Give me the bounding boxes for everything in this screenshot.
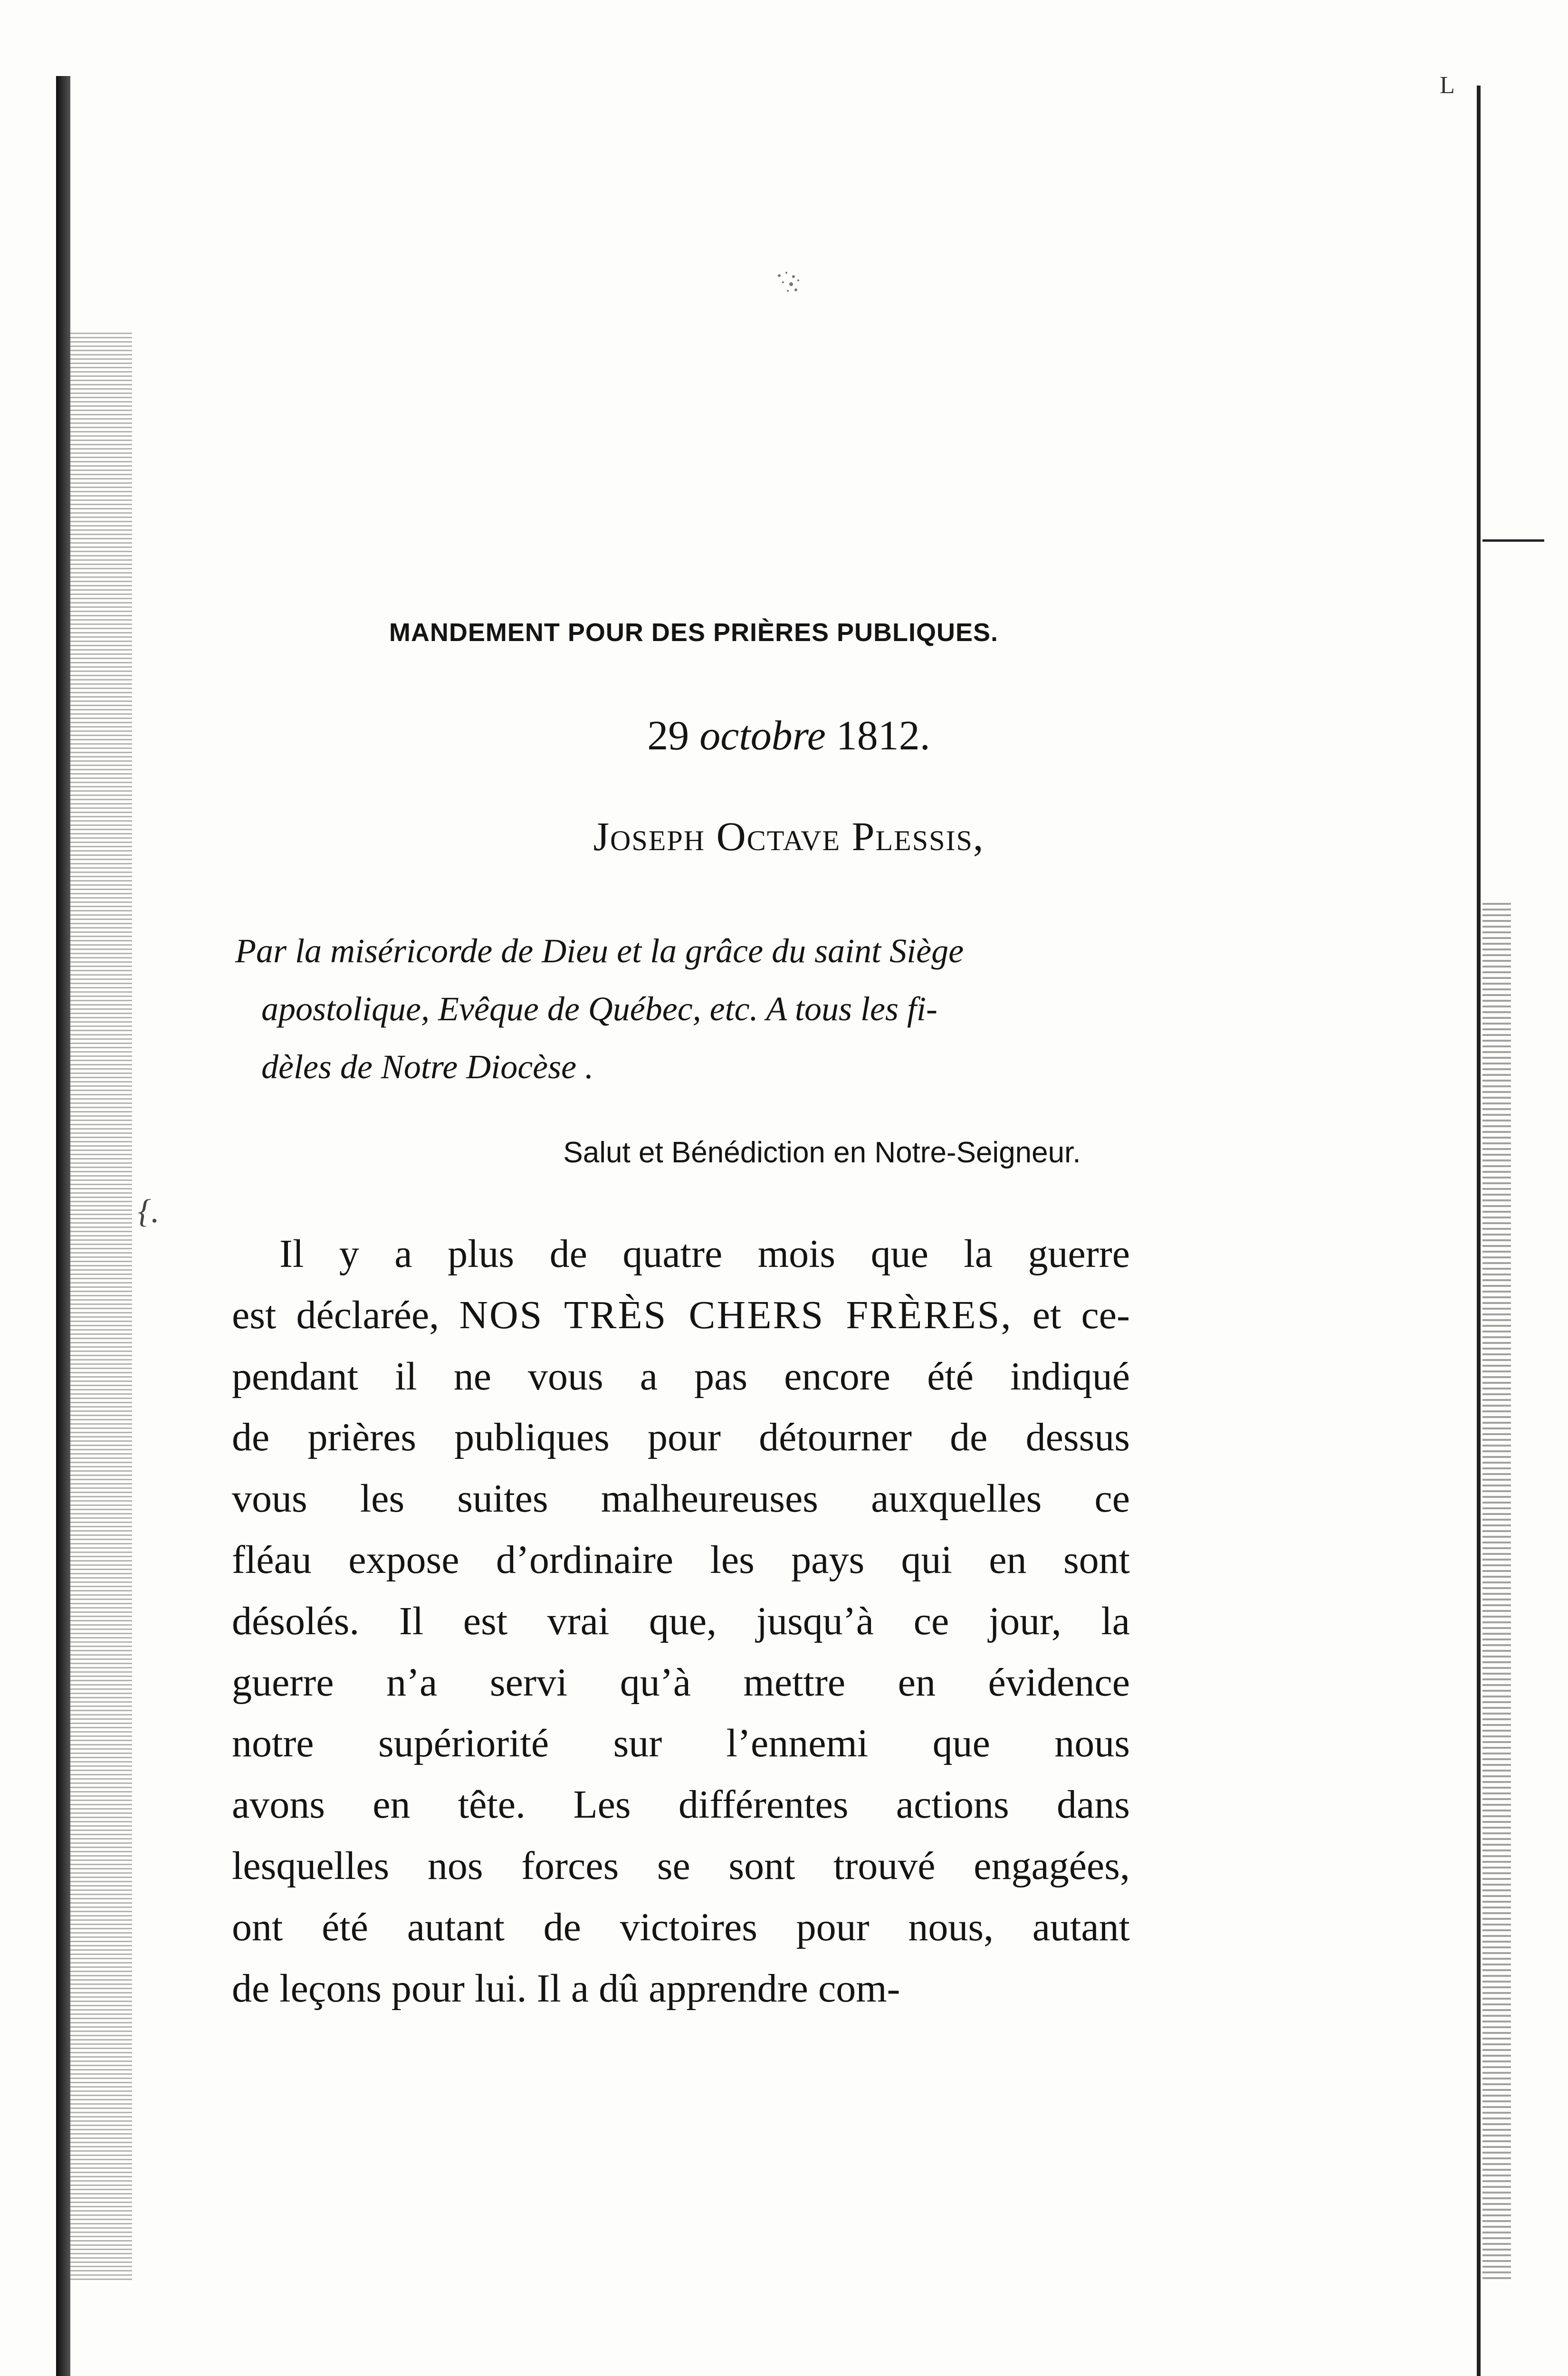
body-line: pendant il ne vous a pas encore été indiqué	[232, 1354, 1130, 1399]
body-line: vous les suites malheureuses auxquelles ce	[232, 1476, 1130, 1521]
scan-binding-edge-left	[56, 76, 70, 2376]
author-name: Joseph Octave Plessis,	[593, 814, 985, 859]
body-line	[232, 1285, 1130, 1346]
titles-line: dèles de Notre Diocèse .	[261, 1048, 594, 1086]
body-paragraph	[232, 1224, 1130, 2019]
scan-edge-tick	[1482, 539, 1544, 542]
document-heading: MANDEMENT POUR DES PRIÈRES PUBLIQUES.	[389, 618, 999, 647]
ornament-icon	[770, 266, 813, 299]
body-line: de prières publiques pour détourner de dessus	[232, 1415, 1130, 1460]
date-month: octobre	[699, 713, 826, 759]
date-year: 1812.	[836, 713, 930, 759]
body-line: ont été autant de victoires pour nous, autant	[232, 1905, 1130, 1949]
titles-line: apostolique, Evêque de Québec, etc. A tous les fi-	[261, 990, 937, 1028]
body-line: notre supériorité sur l’ennemi que nous	[232, 1721, 1130, 1766]
author-titles	[235, 922, 1138, 1096]
body-line: fléau expose d’ordinaire les pays qui en sont	[232, 1537, 1130, 1582]
scan-shadow-right	[1482, 903, 1511, 2281]
scan-shadow-left	[70, 333, 132, 2281]
scan-edge-right	[1477, 86, 1481, 2376]
corner-scan-mark: L	[1440, 72, 1455, 99]
body-line: de leçons pour lui. Il a dû apprendre com-	[232, 1966, 900, 2011]
margin-scan-mark: {.	[138, 1193, 160, 1230]
body-line-part: et ce-	[1032, 1293, 1130, 1337]
body-line: guerre n’a servi qu’à mettre en évidence	[232, 1660, 1130, 1705]
body-line: désolés. Il est vrai que, jusqu’à ce jour, la	[232, 1599, 1130, 1643]
body-line-part: est déclarée,	[232, 1293, 440, 1337]
address-small-caps: NOS TRÈS CHERS FRÈRES,	[459, 1293, 1013, 1337]
body-line: Il y a plus de quatre mois que la guerre	[279, 1232, 1130, 1276]
salutation: Salut et Bénédiction en Notre-Seigneur.	[563, 1136, 1081, 1169]
body-line: lesquelles nos forces se sont trouvé engagées,	[232, 1843, 1130, 1888]
titles-line: Par la miséricorde de Dieu et la grâce du saint Siège	[235, 932, 964, 970]
body-line: avons en tête. Les différentes actions dans	[232, 1782, 1130, 1827]
document-date	[223, 712, 1354, 760]
date-day: 29	[647, 713, 689, 759]
